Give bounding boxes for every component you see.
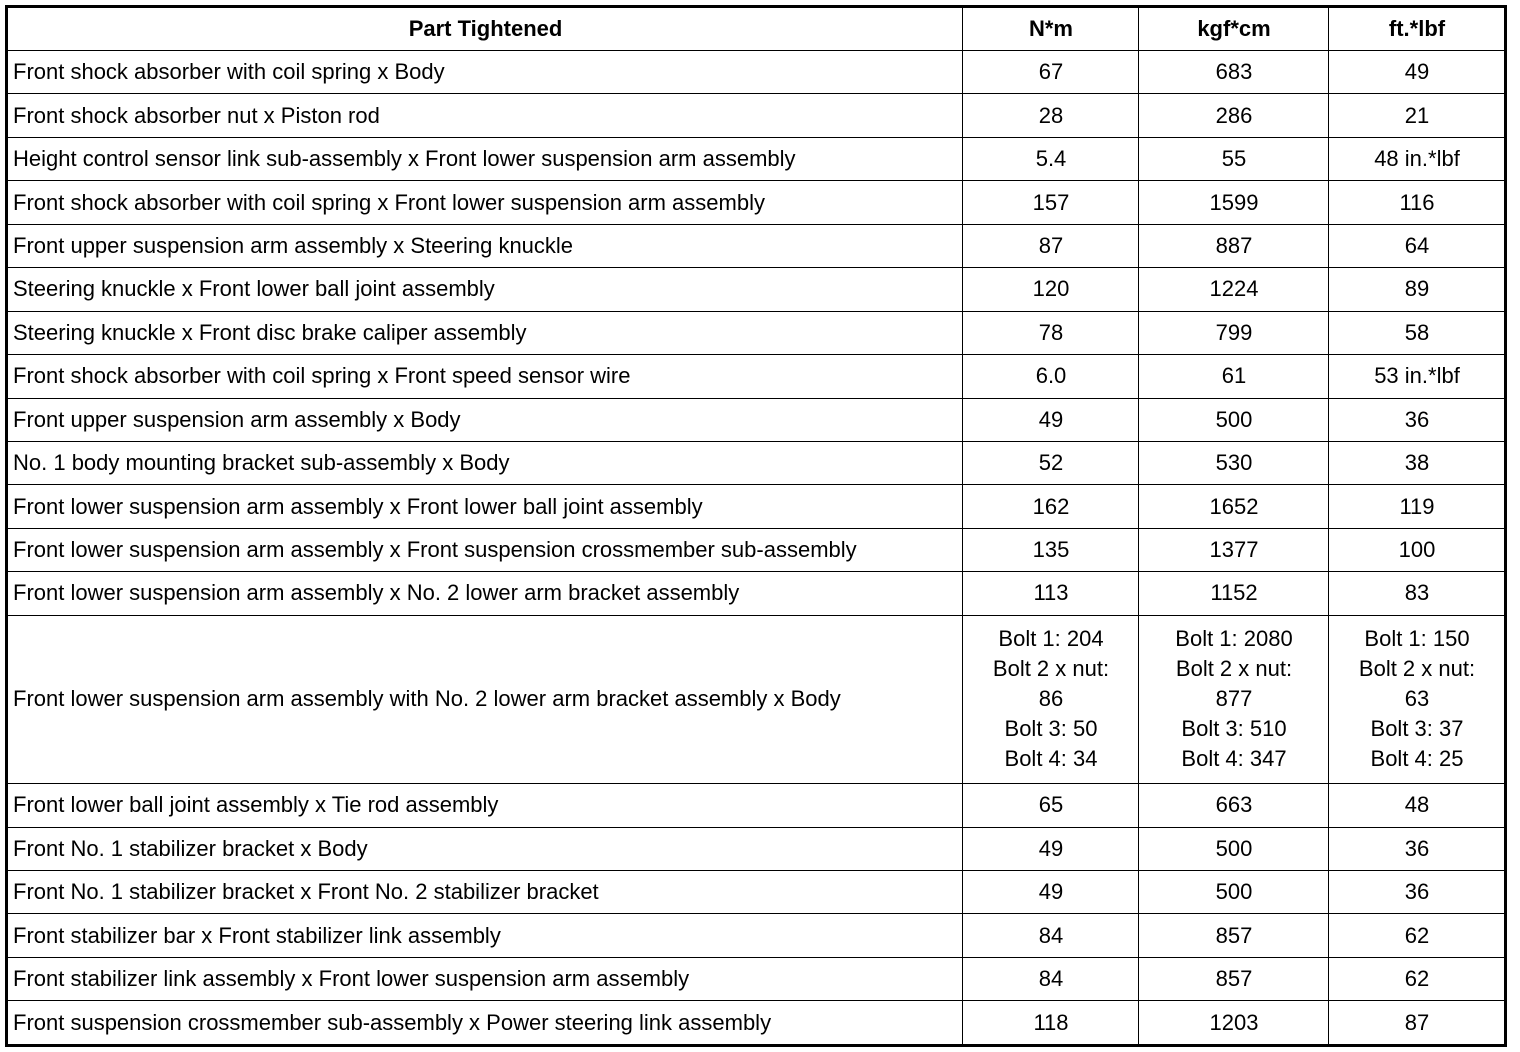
part-tightened-cell: Steering knuckle x Front disc brake caliper assembly [7, 311, 963, 354]
kgf-cm-value-cell: 500 [1139, 827, 1329, 870]
part-tightened-cell: Height control sensor link sub-assembly x Front lower suspension arm assembly [7, 137, 963, 180]
part-tightened-cell: Front shock absorber nut x Piston rod [7, 94, 963, 137]
ft-lbf-value-cell: 49 [1329, 51, 1506, 94]
ft-lbf-value-cell: 87 [1329, 1001, 1506, 1046]
table-row [7, 94, 1506, 137]
nm-value-cell: 135 [963, 528, 1139, 571]
table-row [7, 441, 1506, 484]
kgf-cm-value-cell: 286 [1139, 94, 1329, 137]
table-row [7, 827, 1506, 870]
nm-value-cell: 49 [963, 871, 1139, 914]
nm-value-cell [963, 615, 1139, 783]
kgf-cm-value-cell: 1652 [1139, 485, 1329, 528]
nm-value-line: Bolt 1: 204 [998, 626, 1104, 652]
nm-value-cell: 49 [963, 827, 1139, 870]
nm-value-cell: 28 [963, 94, 1139, 137]
table-row [7, 871, 1506, 914]
part-tightened-cell: Front stabilizer bar x Front stabilizer link assembly [7, 914, 963, 957]
ft-lbf-value-cell: 58 [1329, 311, 1506, 354]
part-tightened-cell: Front No. 1 stabilizer bracket x Body [7, 827, 963, 870]
nm-value-cell: 87 [963, 224, 1139, 267]
ft-lbf-value-cell: 36 [1329, 871, 1506, 914]
table-row [7, 224, 1506, 267]
kgf-cm-value-cell: 857 [1139, 957, 1329, 1000]
kgf-cm-value-line: 877 [1215, 686, 1253, 712]
nm-value-cell: 120 [963, 268, 1139, 311]
nm-value-cell: 113 [963, 572, 1139, 615]
part-tightened-cell: No. 1 body mounting bracket sub-assembly x Body [7, 441, 963, 484]
kgf-cm-value-cell: 1203 [1139, 1001, 1329, 1046]
table-row [7, 528, 1506, 571]
table-row [7, 181, 1506, 224]
nm-value-line: Bolt 2 x nut: [992, 656, 1110, 682]
part-tightened-cell: Front upper suspension arm assembly x Steering knuckle [7, 224, 963, 267]
ft-lbf-value-line: 63 [1404, 686, 1430, 712]
nm-value-line: Bolt 4: 34 [1004, 746, 1098, 772]
table-row [7, 51, 1506, 94]
ft-lbf-value-line: Bolt 4: 25 [1370, 746, 1464, 772]
table-row [7, 572, 1506, 615]
ft-lbf-value-cell: 48 in.*lbf [1329, 137, 1506, 180]
table-row [7, 268, 1506, 311]
kgf-cm-value-cell: 857 [1139, 914, 1329, 957]
ft-lbf-value-line: Bolt 1: 150 [1364, 626, 1470, 652]
nm-value-cell: 49 [963, 398, 1139, 441]
ft-lbf-value-line: Bolt 2 x nut: [1358, 656, 1476, 682]
kgf-cm-value-cell: 683 [1139, 51, 1329, 94]
part-tightened-cell: Front lower suspension arm assembly x Front suspension crossmember sub-assembly [7, 528, 963, 571]
kgf-cm-value-lines [1144, 624, 1324, 774]
ft-lbf-value-cell: 36 [1329, 398, 1506, 441]
table-row [7, 137, 1506, 180]
kgf-cm-value-line: Bolt 1: 2080 [1175, 626, 1293, 652]
nm-value-cell: 6.0 [963, 355, 1139, 398]
ft-lbf-value-cell: 53 in.*lbf [1329, 355, 1506, 398]
kgf-cm-value-cell: 500 [1139, 398, 1329, 441]
ft-lbf-value-cell: 38 [1329, 441, 1506, 484]
ft-lbf-value-lines [1334, 624, 1500, 774]
kgf-cm-value-cell: 61 [1139, 355, 1329, 398]
kgf-cm-value-cell: 1224 [1139, 268, 1329, 311]
ft-lbf-value-cell: 119 [1329, 485, 1506, 528]
part-tightened-cell: Front suspension crossmember sub-assembly x Power steering link assembly [7, 1001, 963, 1046]
table-header-row [7, 7, 1506, 51]
kgf-cm-value-cell: 887 [1139, 224, 1329, 267]
part-tightened-cell: Steering knuckle x Front lower ball joint assembly [7, 268, 963, 311]
header-part-tightened: Part Tightened [7, 7, 963, 51]
nm-value-cell: 65 [963, 784, 1139, 827]
ft-lbf-value-cell: 21 [1329, 94, 1506, 137]
kgf-cm-value-line: Bolt 2 x nut: [1175, 656, 1293, 682]
part-tightened-cell: Front lower suspension arm assembly x Front lower ball joint assembly [7, 485, 963, 528]
ft-lbf-value-cell: 64 [1329, 224, 1506, 267]
table-row [7, 311, 1506, 354]
nm-value-cell: 84 [963, 914, 1139, 957]
part-tightened-cell: Front No. 1 stabilizer bracket x Front No. 2 stabilizer bracket [7, 871, 963, 914]
table-row [7, 914, 1506, 957]
kgf-cm-value-cell: 500 [1139, 871, 1329, 914]
header-nm: N*m [963, 7, 1139, 51]
kgf-cm-value-cell: 55 [1139, 137, 1329, 180]
nm-value-cell: 84 [963, 957, 1139, 1000]
part-tightened-cell: Front upper suspension arm assembly x Body [7, 398, 963, 441]
nm-value-lines [968, 624, 1134, 774]
table-row [7, 485, 1506, 528]
kgf-cm-value-cell [1139, 615, 1329, 783]
ft-lbf-value-line: Bolt 3: 37 [1370, 716, 1464, 742]
table-row [7, 398, 1506, 441]
ft-lbf-value-cell: 116 [1329, 181, 1506, 224]
kgf-cm-value-line: Bolt 3: 510 [1181, 716, 1287, 742]
kgf-cm-value-cell: 799 [1139, 311, 1329, 354]
nm-value-cell: 67 [963, 51, 1139, 94]
ft-lbf-value-cell: 100 [1329, 528, 1506, 571]
table-row [7, 784, 1506, 827]
table-row [7, 1001, 1506, 1046]
part-tightened-cell: Front lower suspension arm assembly with No. 2 lower arm bracket assembly x Body [7, 615, 963, 783]
part-tightened-cell: Front shock absorber with coil spring x Front speed sensor wire [7, 355, 963, 398]
table-row [7, 355, 1506, 398]
nm-value-cell: 157 [963, 181, 1139, 224]
ft-lbf-value-cell: 62 [1329, 957, 1506, 1000]
part-tightened-cell: Front shock absorber with coil spring x Body [7, 51, 963, 94]
nm-value-line: Bolt 3: 50 [1004, 716, 1098, 742]
ft-lbf-value-cell: 83 [1329, 572, 1506, 615]
ft-lbf-value-cell: 62 [1329, 914, 1506, 957]
nm-value-line: 86 [1038, 686, 1064, 712]
nm-value-cell: 162 [963, 485, 1139, 528]
nm-value-cell: 52 [963, 441, 1139, 484]
nm-value-cell: 118 [963, 1001, 1139, 1046]
kgf-cm-value-cell: 1599 [1139, 181, 1329, 224]
ft-lbf-value-cell [1329, 615, 1506, 783]
header-kgf-cm: kgf*cm [1139, 7, 1329, 51]
ft-lbf-value-cell: 36 [1329, 827, 1506, 870]
nm-value-cell: 5.4 [963, 137, 1139, 180]
torque-specification-table [5, 5, 1507, 1047]
header-ft-lbf: ft.*lbf [1329, 7, 1506, 51]
table-row [7, 957, 1506, 1000]
part-tightened-cell: Front stabilizer link assembly x Front lower suspension arm assembly [7, 957, 963, 1000]
table-body [7, 51, 1506, 1046]
part-tightened-cell: Front shock absorber with coil spring x Front lower suspension arm assembly [7, 181, 963, 224]
ft-lbf-value-cell: 89 [1329, 268, 1506, 311]
kgf-cm-value-cell: 1377 [1139, 528, 1329, 571]
part-tightened-cell: Front lower ball joint assembly x Tie rod assembly [7, 784, 963, 827]
ft-lbf-value-cell: 48 [1329, 784, 1506, 827]
nm-value-cell: 78 [963, 311, 1139, 354]
kgf-cm-value-line: Bolt 4: 347 [1181, 746, 1287, 772]
kgf-cm-value-cell: 663 [1139, 784, 1329, 827]
kgf-cm-value-cell: 1152 [1139, 572, 1329, 615]
kgf-cm-value-cell: 530 [1139, 441, 1329, 484]
part-tightened-cell: Front lower suspension arm assembly x No. 2 lower arm bracket assembly [7, 572, 963, 615]
table-row [7, 615, 1506, 783]
